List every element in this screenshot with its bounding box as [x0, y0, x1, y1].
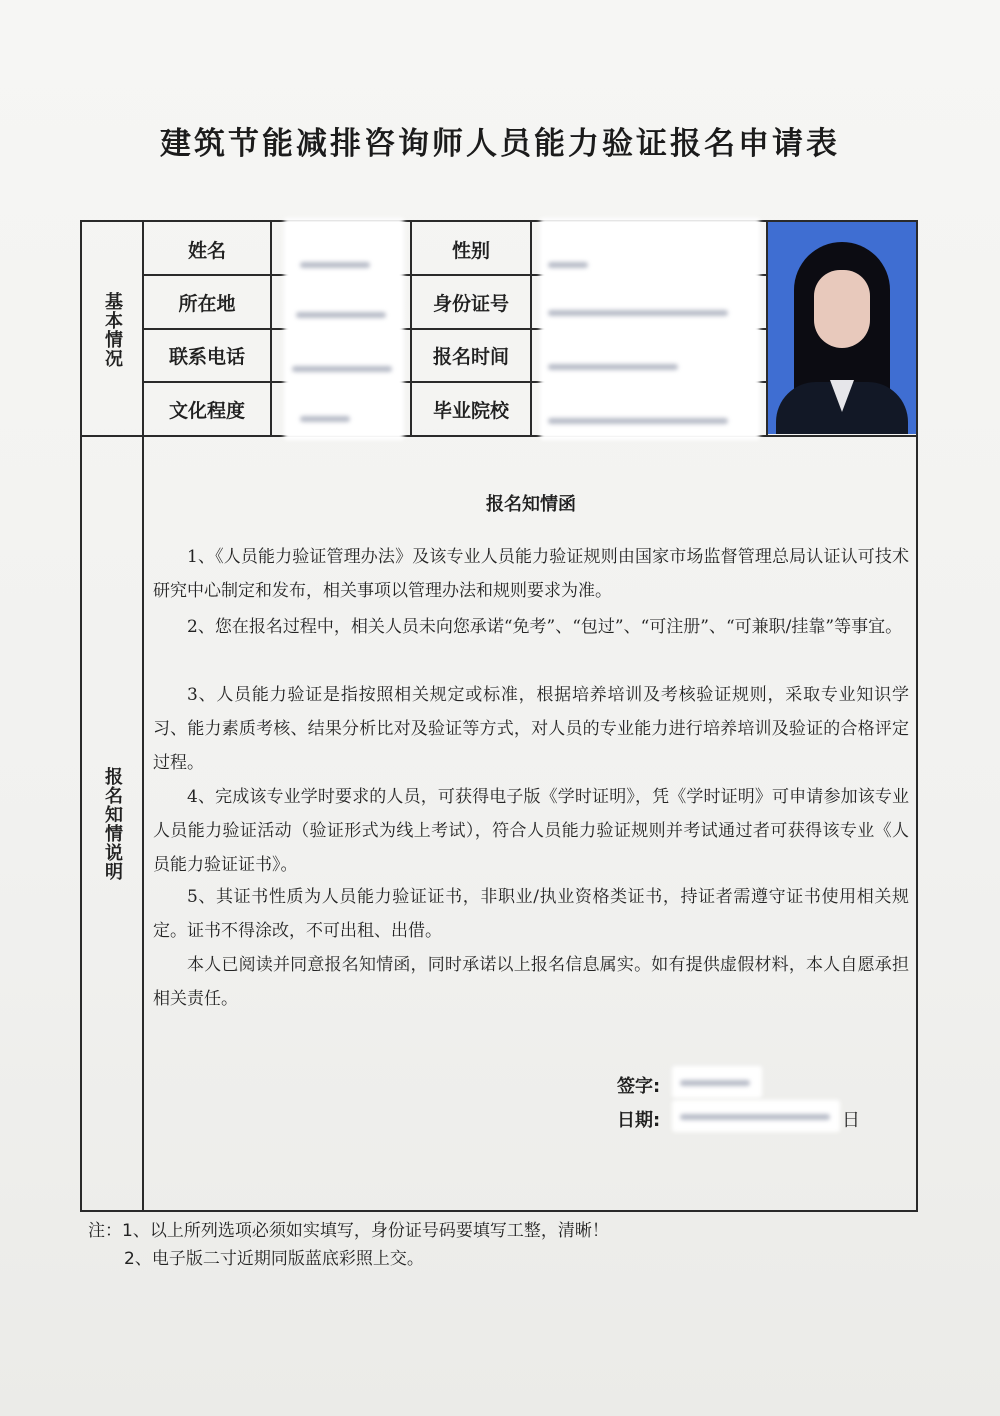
- redacted-value: [548, 364, 678, 370]
- redacted-value: [548, 262, 588, 268]
- photo-face: [814, 270, 870, 348]
- section-label-notice: 报名知情说明: [102, 766, 123, 881]
- date-label: 日期:: [617, 1110, 661, 1131]
- redacted-date: [680, 1114, 830, 1120]
- notice-paragraph-1: 1、《人员能力验证管理办法》及该专业人员能力验证规则由国家市场监督管理总局认证认可技术研究中心制定和发布，相关事项以管理办法和规则要求为准。: [153, 547, 909, 601]
- redacted-value: [292, 366, 392, 372]
- notice-paragraph-4: 4、完成该专业学时要求的人员，可获得电子版《学时证明》，凭《学时证明》可申请参加该专业人员能力验证活动（验证形式为线上考试），符合人员能力验证规则并考试通过者可获得该专业《人员能力验证证书》。: [153, 787, 909, 875]
- signature-label: 签字:: [617, 1076, 661, 1097]
- field-label-id-number: 身份证号: [432, 292, 509, 315]
- date-suffix: 日: [842, 1110, 860, 1131]
- divider: [80, 435, 918, 437]
- section-label-basic-info: 基本情况: [102, 291, 123, 368]
- field-label-phone: 联系电话: [168, 346, 245, 368]
- applicant-photo: [768, 222, 916, 434]
- redacted-value: [540, 218, 760, 440]
- field-label-gender: 性别: [451, 239, 490, 262]
- footnote-line-1: 注：1、以上所列选项必须如实填写，身份证号码要填写工整，清晰！: [88, 1221, 609, 1241]
- notice-paragraph-2: 2、您在报名过程中，相关人员未向您承诺“免考”、“包过”、“可注册”、“可兼职/挂靠”等事宜。: [187, 617, 903, 637]
- notice-paragraph-5: 5、其证书性质为人员能力验证证书，非职业/执业资格类证书，持证者需遵守证书使用相关规定。证书不得涂改，不可出租、出借。: [153, 887, 909, 941]
- footnote-line-2: 2、电子版二寸近期同版蓝底彩照上交。: [124, 1249, 424, 1269]
- redacted-value: [300, 262, 370, 268]
- notice-paragraph-3: 3、人员能力验证是指按照相关规定或标准，根据培养培训及考核验证规则，采取专业知识学习、能力素质考核、结果分析比对及验证等方式，对人员的专业能力进行培养培训及验证的合格评定过程。: [153, 685, 909, 773]
- field-label-education: 文化程度: [168, 399, 245, 422]
- notice-title: 报名知情函: [486, 494, 576, 515]
- notice-paragraph-6: 本人已阅读并同意报名知情函，同时承诺以上报名信息属实。如有提供虚假材料，本人自愿承担相关责任。: [153, 955, 909, 1009]
- field-label-name: 姓名: [187, 239, 226, 262]
- field-label-location: 所在地: [178, 292, 236, 315]
- redacted-value: [548, 310, 728, 316]
- redacted-value: [300, 416, 350, 422]
- form-title: 建筑节能减排咨询师人员能力验证报名申请表: [160, 126, 840, 162]
- redacted-value: [284, 218, 404, 440]
- field-label-signup-time: 报名时间: [432, 346, 509, 368]
- redacted-value: [296, 312, 386, 318]
- redacted-signature: [680, 1080, 750, 1086]
- redacted-value: [548, 418, 728, 424]
- field-label-school: 毕业院校: [432, 399, 509, 422]
